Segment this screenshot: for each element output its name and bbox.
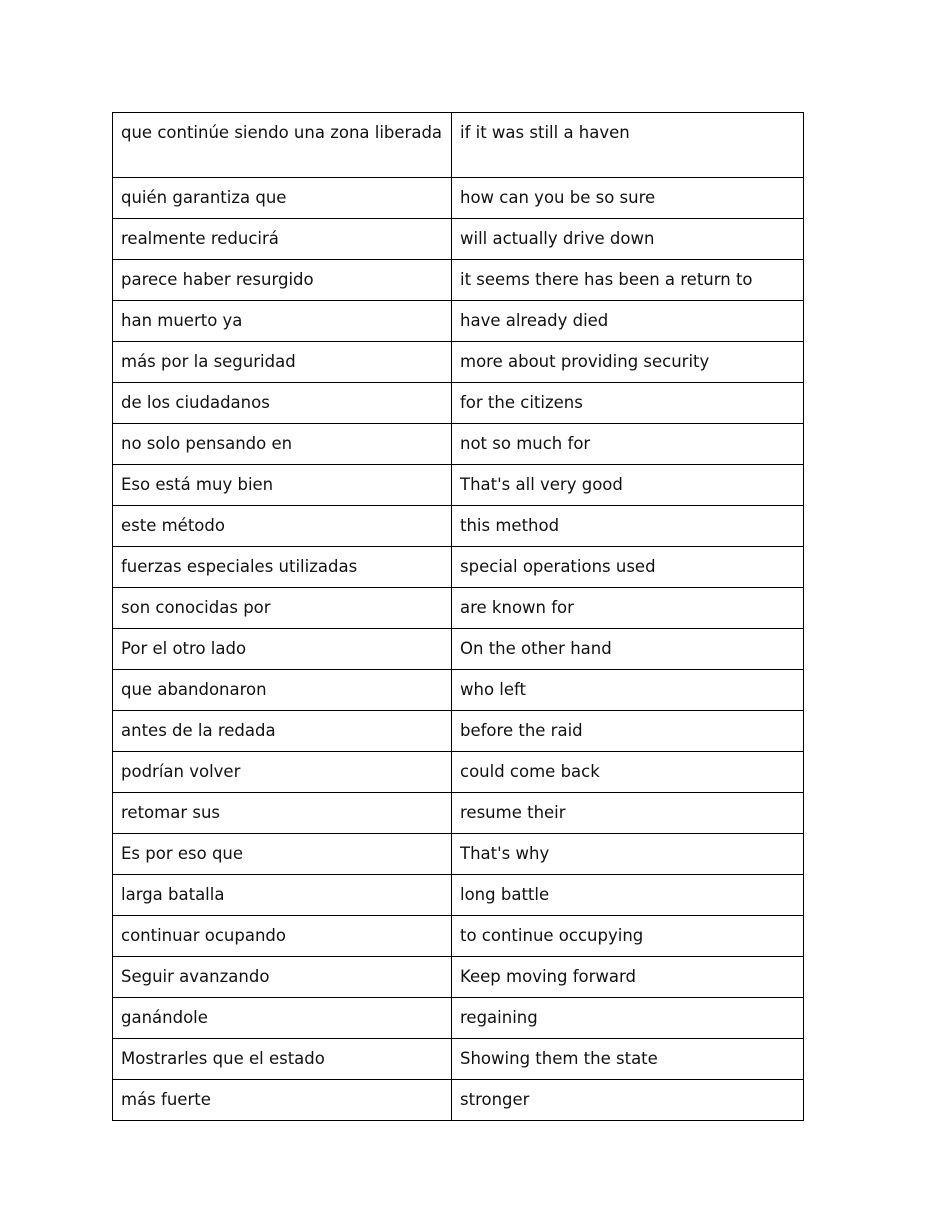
table-row <box>113 629 804 670</box>
table-row <box>113 465 804 506</box>
table-row <box>113 219 804 260</box>
spanish-phrase-cell: parece haber resurgido <box>113 260 452 301</box>
english-phrase-cell: Keep moving forward <box>452 957 804 998</box>
spanish-phrase-cell: ganándole <box>113 998 452 1039</box>
spanish-phrase-cell: continuar ocupando <box>113 916 452 957</box>
table-row <box>113 670 804 711</box>
english-phrase-cell: That's why <box>452 834 804 875</box>
english-phrase-cell: before the raid <box>452 711 804 752</box>
table-row <box>113 834 804 875</box>
spanish-phrase-cell: retomar sus <box>113 793 452 834</box>
table-row <box>113 547 804 588</box>
english-phrase-cell: could come back <box>452 752 804 793</box>
table-row <box>113 998 804 1039</box>
table-row <box>113 1080 804 1121</box>
english-phrase-cell: how can you be so sure <box>452 178 804 219</box>
english-phrase-cell: it seems there has been a return to <box>452 260 804 301</box>
english-phrase-cell: will actually drive down <box>452 219 804 260</box>
english-phrase-cell: who left <box>452 670 804 711</box>
spanish-phrase-cell: más fuerte <box>113 1080 452 1121</box>
english-phrase-cell: to continue occupying <box>452 916 804 957</box>
spanish-phrase-cell: Mostrarles que el estado <box>113 1039 452 1080</box>
table-row <box>113 588 804 629</box>
english-phrase-cell: That's all very good <box>452 465 804 506</box>
table-row <box>113 752 804 793</box>
table-row <box>113 113 804 178</box>
english-phrase-cell: regaining <box>452 998 804 1039</box>
table-row <box>113 1039 804 1080</box>
spanish-phrase-cell: podrían volver <box>113 752 452 793</box>
spanish-phrase-cell: han muerto ya <box>113 301 452 342</box>
table-row <box>113 260 804 301</box>
english-phrase-cell: for the citizens <box>452 383 804 424</box>
spanish-phrase-cell: más por la seguridad <box>113 342 452 383</box>
english-phrase-cell: Showing them the state <box>452 1039 804 1080</box>
english-phrase-cell: On the other hand <box>452 629 804 670</box>
table-row <box>113 383 804 424</box>
spanish-phrase-cell: fuerzas especiales utilizadas <box>113 547 452 588</box>
english-phrase-cell: this method <box>452 506 804 547</box>
spanish-phrase-cell: realmente reducirá <box>113 219 452 260</box>
english-phrase-cell: resume their <box>452 793 804 834</box>
spanish-phrase-cell: este método <box>113 506 452 547</box>
table-row <box>113 957 804 998</box>
spanish-phrase-cell: de los ciudadanos <box>113 383 452 424</box>
spanish-phrase-cell: Es por eso que <box>113 834 452 875</box>
english-phrase-cell: long battle <box>452 875 804 916</box>
table-row <box>113 793 804 834</box>
english-phrase-cell: not so much for <box>452 424 804 465</box>
spanish-phrase-cell: que abandonaron <box>113 670 452 711</box>
spanish-phrase-cell: que continúe siendo una zona liberada <box>113 113 452 178</box>
spanish-phrase-cell: antes de la redada <box>113 711 452 752</box>
table-row <box>113 301 804 342</box>
spanish-phrase-cell: Eso está muy bien <box>113 465 452 506</box>
english-phrase-cell: stronger <box>452 1080 804 1121</box>
spanish-phrase-cell: no solo pensando en <box>113 424 452 465</box>
english-phrase-cell: if it was still a haven <box>452 113 804 178</box>
spanish-phrase-cell: quién garantiza que <box>113 178 452 219</box>
table-row <box>113 342 804 383</box>
english-phrase-cell: are known for <box>452 588 804 629</box>
english-phrase-cell: special operations used <box>452 547 804 588</box>
english-phrase-cell: more about providing security <box>452 342 804 383</box>
table-row <box>113 178 804 219</box>
spanish-phrase-cell: larga batalla <box>113 875 452 916</box>
table-row <box>113 875 804 916</box>
table-row <box>113 711 804 752</box>
spanish-phrase-cell: Por el otro lado <box>113 629 452 670</box>
table-row <box>113 424 804 465</box>
table-row <box>113 916 804 957</box>
table-row <box>113 506 804 547</box>
translation-table <box>112 112 804 1121</box>
spanish-phrase-cell: son conocidas por <box>113 588 452 629</box>
english-phrase-cell: have already died <box>452 301 804 342</box>
spanish-phrase-cell: Seguir avanzando <box>113 957 452 998</box>
